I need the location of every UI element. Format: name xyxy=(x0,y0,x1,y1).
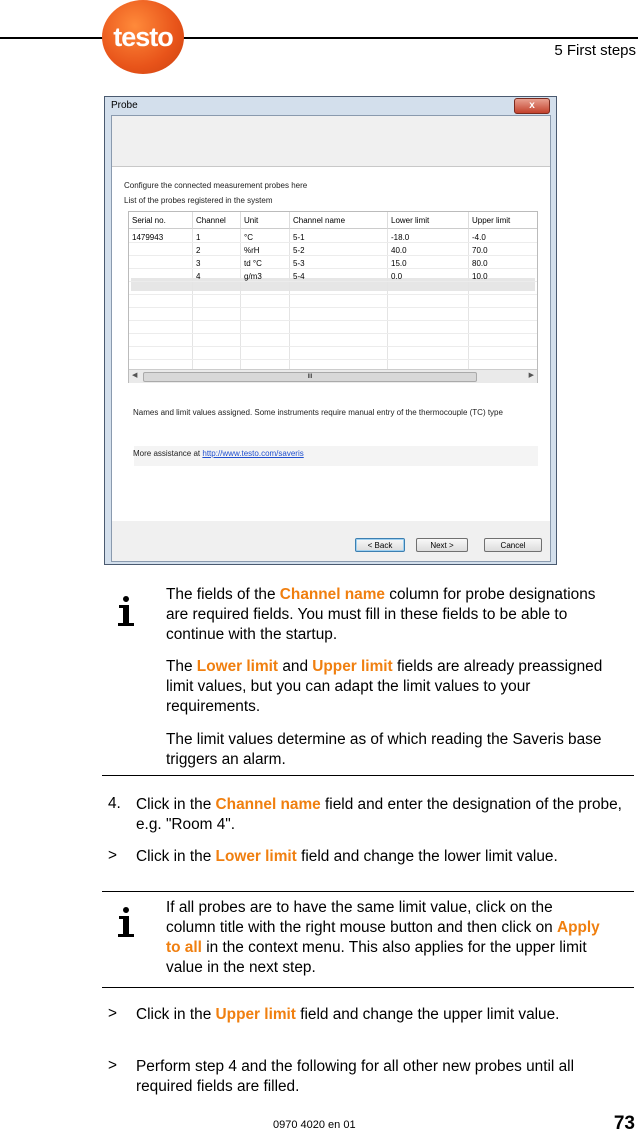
cell-unit[interactable]: td °C xyxy=(244,259,262,268)
cell-channel[interactable]: 4 xyxy=(196,272,201,281)
column-header-lower-limit[interactable]: Lower limit xyxy=(388,212,469,229)
info-icon xyxy=(117,907,135,937)
dialog-title: Probe xyxy=(111,100,138,111)
grid-line xyxy=(129,307,537,308)
step-upper-limit-text: Click in the Upper limit field and change the upper limit value. xyxy=(136,1006,560,1023)
cell-channel[interactable]: 1 xyxy=(196,233,201,242)
column-header-unit[interactable]: Unit xyxy=(241,212,290,229)
testo-logo: testo xyxy=(102,0,184,74)
step-lower-limit-text: Click in the Lower limit field and change the lower limit value. xyxy=(136,848,558,865)
cell-upper-limit[interactable]: 80.0 xyxy=(472,259,488,268)
step-marker: > xyxy=(108,1005,117,1022)
grid-line xyxy=(129,333,537,334)
grid-line xyxy=(129,346,537,347)
grid-line xyxy=(129,294,537,295)
cell-channel-name[interactable]: 5-2 xyxy=(293,246,305,255)
grid-line xyxy=(129,359,537,360)
cell-upper-limit[interactable]: 10.0 xyxy=(472,272,488,281)
cell-channel-name[interactable]: 5-4 xyxy=(293,272,305,281)
probe-table xyxy=(128,211,538,383)
cell-serial[interactable]: 1479943 xyxy=(132,233,164,242)
probe-dialog xyxy=(104,96,557,565)
cell-upper-limit[interactable]: -4.0 xyxy=(472,233,486,242)
cell-channel[interactable]: 3 xyxy=(196,259,201,268)
back-button[interactable]: < Back xyxy=(355,538,405,552)
step-repeat-text: Perform step 4 and the following for all other new probes until all required fields are filled. xyxy=(136,1058,575,1095)
cell-channel[interactable]: 2 xyxy=(196,246,201,255)
cell-lower-limit[interactable]: -18.0 xyxy=(391,233,410,242)
page-number: 73 xyxy=(613,1113,635,1134)
cell-lower-limit[interactable]: 40.0 xyxy=(391,246,407,255)
info-paragraph-required-fields: The fields of the Channel name column for probe designations are required fields. You must fill in these fields to be able to continue with the startup. xyxy=(166,586,596,643)
list-label: List of the probes registered in the system xyxy=(124,196,273,205)
column-header-channel[interactable]: Channel xyxy=(193,212,241,229)
cancel-button[interactable]: Cancel xyxy=(484,538,542,552)
scroll-right-icon[interactable]: ▶ xyxy=(528,372,534,379)
dialog-intro: Configure the connected measurement probes here xyxy=(124,181,308,190)
cell-lower-limit[interactable]: 15.0 xyxy=(391,259,407,268)
column-header-serial[interactable]: Serial no. xyxy=(129,212,193,229)
divider xyxy=(102,987,634,988)
assistance-text: More assistance at http://www.testo.com/saveris xyxy=(133,449,304,458)
info-icon xyxy=(117,596,135,626)
horizontal-scrollbar[interactable] xyxy=(129,369,537,383)
section-title: 5 First steps xyxy=(554,42,636,59)
step-marker: > xyxy=(108,1057,117,1074)
column-header-upper-limit[interactable]: Upper limit xyxy=(469,212,537,229)
assistance-link[interactable]: http://www.testo.com/saveris xyxy=(202,449,304,458)
next-button[interactable]: Next > xyxy=(416,538,468,552)
status-message: Names and limit values assigned. Some instruments require manual entry of the thermocouple (TC) type xyxy=(133,408,503,417)
cell-unit[interactable]: °C xyxy=(244,233,253,242)
step-marker: 4. xyxy=(108,795,121,812)
cell-unit[interactable]: g/m3 xyxy=(244,272,262,281)
cell-lower-limit[interactable]: 0.0 xyxy=(391,272,403,281)
step-marker: > xyxy=(108,847,117,864)
header-rule-right xyxy=(182,37,638,39)
grid-line xyxy=(129,320,537,321)
info-paragraph-apply-to-all: If all probes are to have the same limit value, click on the column title with the right mouse button and then click on Apply to all in the context menu. This also applies for the upper limit value in the next step. xyxy=(166,899,600,976)
dialog-header-area xyxy=(112,116,550,167)
info-paragraph-limits: The Lower limit and Upper limit fields are already preassigned limit values, but you can adapt the limit values to your requirements. xyxy=(166,658,603,715)
scroll-thumb[interactable]: III xyxy=(143,372,477,382)
cell-unit[interactable]: %rH xyxy=(244,246,260,255)
close-button[interactable]: x xyxy=(514,98,550,114)
document-code: 0970 4020 en 01 xyxy=(273,1119,356,1131)
header-rule-left xyxy=(0,37,104,39)
column-header-channel-name[interactable]: Channel name xyxy=(290,212,388,229)
cell-channel-name[interactable]: 5-3 xyxy=(293,259,305,268)
cell-channel-name[interactable]: 5-1 xyxy=(293,233,305,242)
step-4-text: Click in the Channel name field and enter the designation of the probe, e.g. "Room 4". xyxy=(136,796,622,833)
divider xyxy=(102,891,634,892)
dialog-body xyxy=(111,115,551,562)
divider xyxy=(102,775,634,776)
info-paragraph-alarm: The limit values determine as of which reading the Saveris base triggers an alarm. xyxy=(166,731,602,768)
cell-upper-limit[interactable]: 70.0 xyxy=(472,246,488,255)
scroll-left-icon[interactable]: ◀ xyxy=(132,372,138,379)
